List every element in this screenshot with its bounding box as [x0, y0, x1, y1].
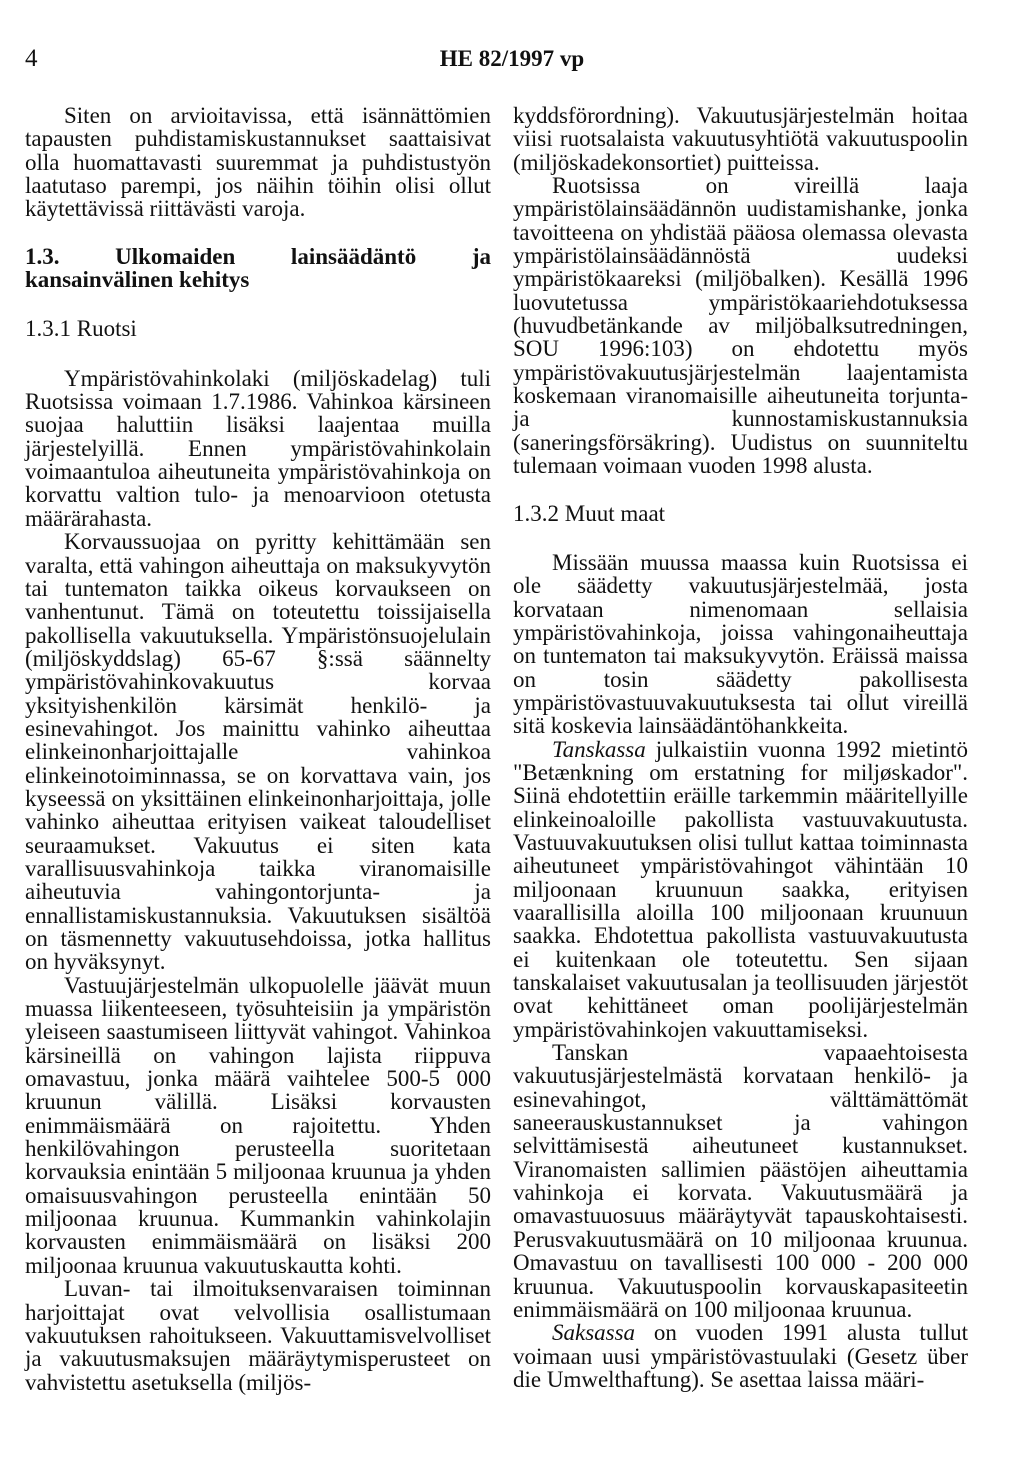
paragraph-ruotsi-2: Korvaussuojaa on pyritty kehittämään sen varalta, että vahingon aiheuttaja on maksukyvytön tai tuntematon taikka oikeus korvaukseen on vanhentunut. Tämä on toteutettu toissijaisella pakollisella vakuutuksella. Ympäristönsuojelulain (miljöskyddslag) 65-67 §:ssä säännelty ympäristövahinkovakuutus korvaa yksityishenkilön kärsimät henkilö- ja esinevahingot. Jos mainittu vahinko aiheuttaa elinkeinonharjoittajalle vahinkoa elinkeinotoiminnassa, se on korvattava vain, jos kyseessä on yksittäinen elinkeinonharjoittaja, jolle vahinko aiheuttaa erityisen vaikeat taloudelliset seuraamukset. Vakuutus ei siten kata varallisuusvahinkoja taikka viranomaisille aiheutuvia vahingontorjunta- ja ennallistamiskustannuksia. Vakuutuksen sisältöä on täsmennetty vakuutusehdoissa, jotka hallitus on hyväksynyt. — [25, 529, 491, 975]
paragraph-tanska-2: Tanskan vapaaehtoisesta vakuutusjärjestelmästä korvataan henkilö- ja esinevahingot, välttämättömät saneerauskustannukset ja vahingon selvittämisestä aiheutuneet kustannukset. Viranomaisten sallimien päästöjen aiheuttamia vahinkoja ei korvata. Vakuutusmäärä ja omavastuuosuus määräytyvät tapauskohtaisesti. Perusvakuutusmäärä on 10 miljoonaa kruunua. Omavastuu on tavallisesti 100 000 - 200 000 kruunua. Vakuutuspoolin korvauskapasiteetin enimmäismäärä on 100 miljoonaa kruunua. — [513, 1040, 968, 1322]
paragraph-ruotsi-1: Ympäristövahinkolaki (miljöskadelag) tuli Ruotsissa voimaan 1.7.1986. Vahinkoa kärsineen suojaa haluttiin lisäksi laajentaa muilla järjestelyillä. Ennen ympäristövahinkolain voimaantuloa aiheutuneita ympäristövahinkoja on korvattu valtion tulo- ja menoarvioon otetusta määrärahasta. — [25, 365, 491, 531]
running-head: HE 82/1997 vp — [439, 46, 585, 71]
paragraph-muut-1: Missään muussa maassa kuin Ruotsissa ei ole säädetty vakuutusjärjestelmää, josta korvataan nimenomaan sellaisia ympäristövahinkoja, joissa vahingonaiheuttaja on tuntematon tai maksukyvytön. Eräissä maissa on tosin säädetty pakollisesta ympäristövastuuvakuutuksesta tai ollut vireillä sitä koskevia lainsäädäntöhankkeita. — [513, 549, 968, 739]
right-column — [513, 104, 968, 1391]
page-number: 4 — [25, 45, 38, 72]
left-column — [25, 104, 491, 1394]
paragraph-ruotsi-5: Ruotsissa on vireillä laaja ympäristölainsäädännön uudistamishanke, jonka tavoitteena on yhdistää pääosa olemassa olevasta ympäristölainsäädännöstä uudeksi ympäristökaareksi (miljöbalken). Kesällä 1996 luovutetussa ympäristökaariehdotuksessa (huvudbetänkande av miljöbalksutredningen, SOU 1996:103) on ehdotettu myös ympäristövakuutusjärjestelmän laajentamista koskemaan viranomaisille aiheutuneita torjunta- ja kunnostamiskustannuksia (saneringsförsäkring). Uudistus on suunniteltu tulemaan voimaan vuoden 1998 alusta. — [513, 173, 968, 479]
country-tanska: Tanskassa — [552, 736, 646, 762]
paragraph-ruotsi-3: Vastuujärjestelmän ulkopuolelle jäävät muun muassa liikenteeseen, työsuhteisiin ja ympäristön yleiseen saastumiseen liittyvät vahingot. Vahinkoa kärsineillä on vahingon lajista riippuva omavastuu, jonka määrä vaihtelee 500-5 000 kruunun välillä. Lisäksi korvausten enimmäismäärä on rajoitettu. Yhden henkilövahingon perusteella suoritetaan korvauksia enintään 5 miljoonaa kruunua ja yhden omaisuusvahingon perusteella enintään 50 miljoonaa kruunua. Kummankin vahinkolajin korvausten enimmäismäärä on lisäksi 200 miljoonaa kruunua vakuutuskautta kohti. — [25, 972, 491, 1278]
subsection-heading-muut-maat: 1.3.2 Muut maat — [513, 500, 666, 526]
paragraph-intro: Siten on arvioitavissa, että isännättömien tapausten puhdistamiskustannukset saattaisivat olla huomattavasti suuremmat ja puhdistustyön laatutaso parempi, jos näihin töihin olisi ollut käytettävissä riittävästi varoja. — [25, 103, 491, 222]
paragraph-saksa-1-text: on vuoden 1991 alusta tullut voimaan uusi ympäristövastuulaki (Gesetz über die Umwelthaftung). Se asettaa laissa määri- — [513, 1320, 968, 1392]
paragraph-continued: kyddsförordning). Vakuutusjärjestelmän hoitaa viisi ruotsalaista vakuutusyhtiötä vakuutuspoolin (miljöskadekonsortiet) puitteissa. — [513, 103, 968, 175]
subsection-heading-ruotsi: 1.3.1 Ruotsi — [25, 316, 137, 342]
paragraph-ruotsi-4: Luvan- tai ilmoituksenvaraisen toiminnan harjoittajat ovat velvollisia osallistumaan vakuutuksen rahoitukseen. Vakuuttamisvelvolliset ja vakuutusmaksujen määräytymisperusteet on vahvistettu asetuksella (miljös- — [25, 1276, 491, 1395]
paragraph-saksa-1 — [513, 1321, 968, 1391]
country-saksa: Saksassa — [552, 1320, 636, 1346]
paragraph-tanska-1-text: julkaistiin vuonna 1992 mietintö "Betænkning om erstatning for miljøskador". Siinä ehdotettiin eräille tarkemmin määritellyille elinkeinoalоille pakollista vastuuvakuutusta. Vastuuvakuutuksen olisi tullut kattaa toiminnasta aiheutuneet ympäristövahingot vähintään 10 miljoonaan kruunuun saakka, erityisen vaarallisilla aloilla 100 miljoonaan kruunuun saakka. Ehdotettua pakollista vastuuvakuutusta ei kuitenkaan ole toteutettu. Sen sijaan tanskalaiset vakuutusalan ja teollisuuden järjestöt ovat kehittäneet oman poolijärjestelmän ympäristövahinkojen vakuuttamiseksi. — [513, 736, 968, 1042]
paragraph-tanska-1 — [513, 738, 968, 1041]
section-heading: 1.3. Ulkomaiden lainsäädäntö ja kansainvälinen kehitys — [25, 243, 491, 293]
